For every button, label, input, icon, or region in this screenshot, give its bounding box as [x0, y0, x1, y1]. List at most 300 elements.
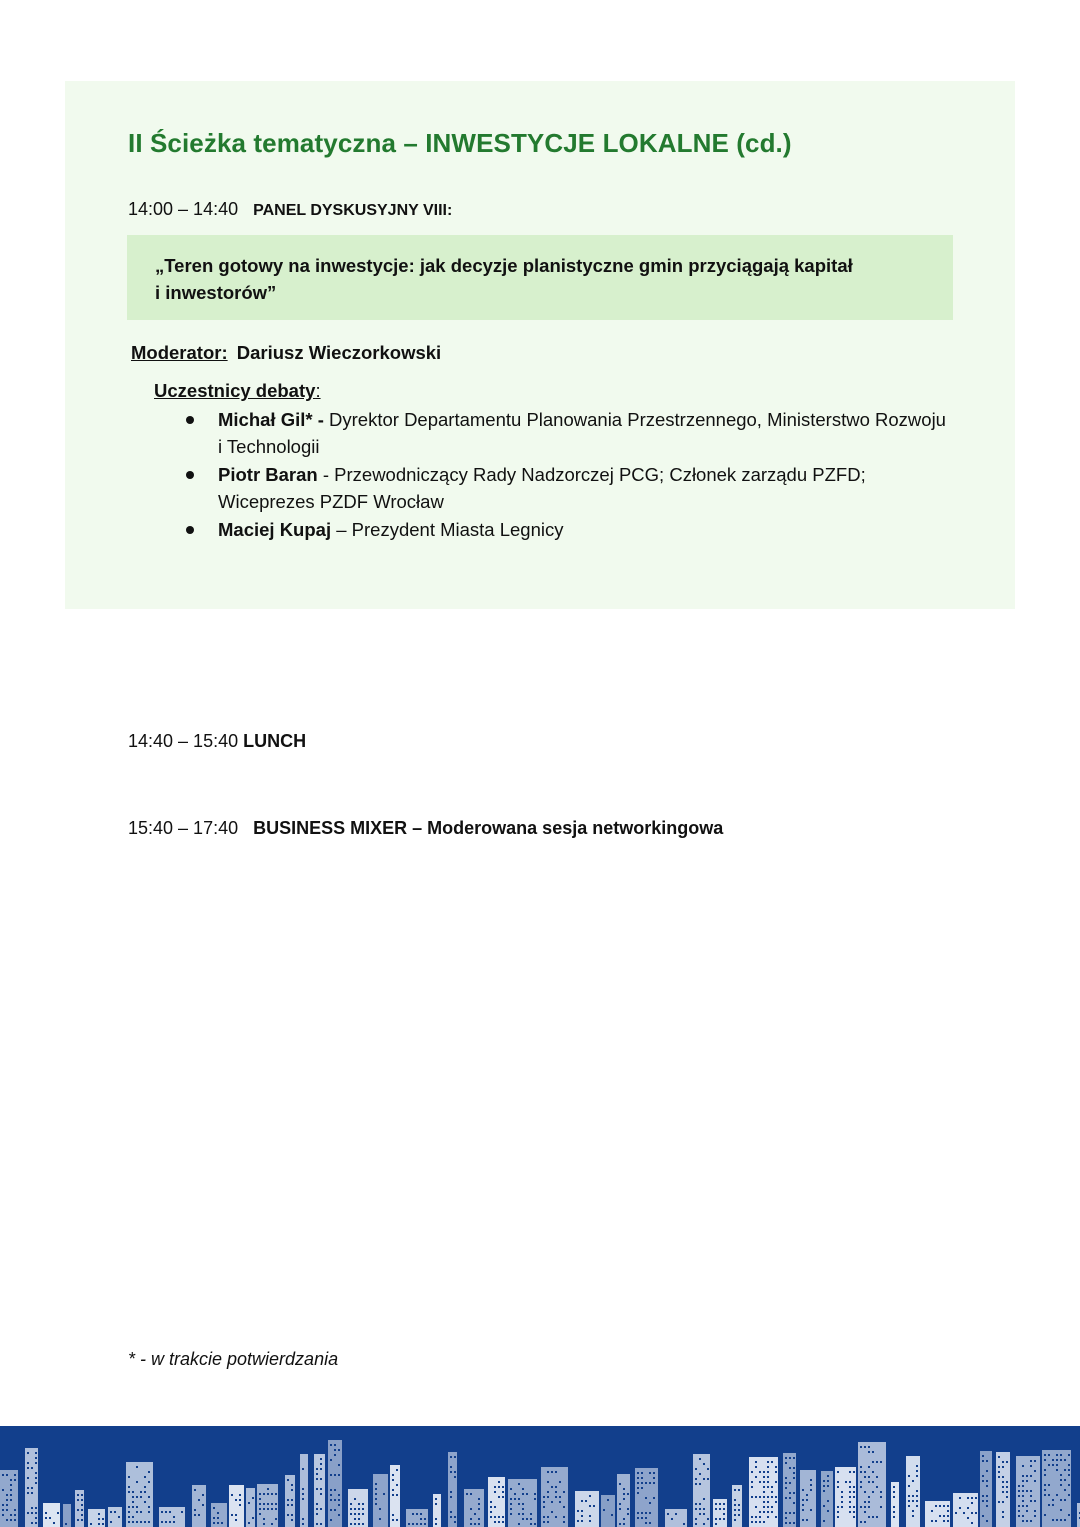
skyline-building	[300, 1454, 308, 1527]
skyline-window	[581, 1515, 583, 1517]
skyline-window	[435, 1498, 437, 1500]
skyline-window	[320, 1458, 322, 1460]
skyline-window	[57, 1512, 59, 1514]
skyline-window	[1018, 1510, 1020, 1512]
skyline-window	[734, 1509, 736, 1511]
skyline-window	[522, 1508, 524, 1510]
skyline-window	[334, 1444, 336, 1446]
skyline-window	[641, 1512, 643, 1514]
skyline-window	[502, 1521, 504, 1523]
skyline-window	[577, 1510, 579, 1512]
skyline-window	[876, 1476, 878, 1478]
skyline-window	[263, 1493, 265, 1495]
skyline-window	[771, 1511, 773, 1513]
skyline-window	[140, 1491, 142, 1493]
skyline-window	[1002, 1501, 1004, 1503]
skyline-window	[392, 1494, 394, 1496]
skyline-window	[837, 1516, 839, 1518]
skyline-window	[330, 1509, 332, 1511]
skyline-window	[354, 1498, 356, 1500]
skyline-window	[454, 1456, 456, 1458]
skyline-window	[998, 1501, 1000, 1503]
skyline-window	[671, 1518, 673, 1520]
skyline-window	[853, 1471, 855, 1473]
skyline-window	[287, 1504, 289, 1506]
skyline-window	[287, 1499, 289, 1501]
skyline-window	[723, 1518, 725, 1520]
skyline-window	[971, 1512, 973, 1514]
skyline-window	[102, 1523, 104, 1525]
skyline-building	[159, 1507, 185, 1527]
skyline-window	[1060, 1499, 1062, 1501]
skyline-window	[518, 1523, 520, 1525]
skyline-window	[291, 1484, 293, 1486]
skyline-window	[435, 1523, 437, 1525]
skyline-window	[518, 1483, 520, 1485]
skyline-window	[943, 1515, 945, 1517]
skyline-window	[860, 1521, 862, 1523]
skyline-window	[868, 1466, 870, 1468]
panel-topic-line-2: i inwestorów”	[155, 282, 277, 303]
skyline-window	[275, 1493, 277, 1495]
skyline-window	[1044, 1469, 1046, 1471]
skyline-window	[849, 1471, 851, 1473]
skyline-window	[271, 1508, 273, 1510]
footnote: * - w trakcie potwierdzania	[128, 1349, 339, 1369]
skyline-window	[767, 1481, 769, 1483]
skyline-window	[627, 1513, 629, 1515]
skyline-window	[35, 1457, 37, 1459]
skyline-window	[530, 1518, 532, 1520]
skyline-window	[547, 1481, 549, 1483]
skyline-window	[675, 1513, 677, 1515]
skyline-window	[543, 1516, 545, 1518]
moderator-label: Moderator:	[131, 342, 228, 363]
skyline-window	[478, 1503, 480, 1505]
skyline-window	[759, 1521, 761, 1523]
skyline-window	[354, 1513, 356, 1515]
skyline-window	[810, 1479, 812, 1481]
skyline-window	[971, 1497, 973, 1499]
skyline-window	[1052, 1499, 1054, 1501]
skyline-window	[412, 1523, 414, 1525]
skyline-window	[734, 1489, 736, 1491]
skyline-window	[27, 1467, 29, 1469]
skyline-window	[90, 1523, 92, 1525]
skyline-window	[478, 1498, 480, 1500]
skyline-window	[793, 1472, 795, 1474]
skyline-window	[641, 1487, 643, 1489]
skyline-window	[114, 1511, 116, 1513]
skyline-window	[202, 1504, 204, 1506]
skyline-window	[518, 1513, 520, 1515]
skyline-window	[943, 1505, 945, 1507]
skyline-window	[358, 1508, 360, 1510]
skyline-window	[350, 1523, 352, 1525]
participant-item	[186, 516, 946, 543]
skyline-window	[518, 1498, 520, 1500]
skyline-window	[291, 1499, 293, 1501]
skyline-window	[1068, 1454, 1070, 1456]
skyline-window	[912, 1510, 914, 1512]
skyline-window	[699, 1483, 701, 1485]
skyline-window	[623, 1488, 625, 1490]
skyline-building	[0, 1470, 18, 1527]
skyline-window	[259, 1513, 261, 1515]
skyline-window	[637, 1517, 639, 1519]
skyline-window	[1018, 1495, 1020, 1497]
skyline-window	[435, 1518, 437, 1520]
skyline-window	[502, 1496, 504, 1498]
skyline-window	[645, 1482, 647, 1484]
skyline-window	[470, 1508, 472, 1510]
skyline-window	[547, 1516, 549, 1518]
skyline-window	[330, 1499, 332, 1501]
skyline-window	[1052, 1519, 1054, 1521]
skyline-window	[526, 1493, 528, 1495]
skyline-window	[267, 1488, 269, 1490]
skyline-window	[6, 1519, 8, 1521]
skyline-window	[845, 1481, 847, 1483]
skyline-window	[849, 1491, 851, 1493]
skyline-window	[148, 1471, 150, 1473]
skyline-window	[982, 1500, 984, 1502]
skyline-window	[435, 1503, 437, 1505]
skyline-building	[821, 1471, 833, 1527]
skyline-building	[800, 1470, 816, 1527]
skyline-window	[498, 1496, 500, 1498]
skyline-window	[734, 1504, 736, 1506]
skyline-window	[338, 1504, 340, 1506]
skyline-window	[619, 1503, 621, 1505]
skyline-window	[719, 1503, 721, 1505]
mixer-time: 15:40 – 17:40	[128, 818, 239, 838]
skyline-window	[383, 1493, 385, 1495]
skyline-window	[1034, 1480, 1036, 1482]
skyline-window	[1064, 1499, 1066, 1501]
skyline-window	[823, 1485, 825, 1487]
skyline-window	[998, 1456, 1000, 1458]
skyline-window	[1034, 1470, 1036, 1472]
skyline-window	[653, 1477, 655, 1479]
skyline-window	[494, 1491, 496, 1493]
participant-name: Piotr Baran	[218, 464, 318, 485]
skyline-window	[235, 1519, 237, 1521]
skyline-window	[217, 1517, 219, 1519]
skyline-window	[98, 1513, 100, 1515]
skyline-window	[252, 1517, 254, 1519]
skyline-window	[271, 1523, 273, 1525]
skyline-window	[510, 1513, 512, 1515]
skyline-building	[257, 1484, 278, 1527]
skyline-window	[416, 1513, 418, 1515]
skyline-window	[454, 1471, 456, 1473]
skyline-window	[136, 1466, 138, 1468]
skyline-building	[43, 1503, 60, 1527]
skyline-window	[213, 1507, 215, 1509]
skyline-window	[853, 1511, 855, 1513]
skyline-window	[935, 1505, 937, 1507]
skyline-window	[755, 1466, 757, 1468]
skyline-building	[925, 1501, 950, 1527]
skyline-window	[128, 1511, 130, 1513]
skyline-window	[498, 1486, 500, 1488]
skyline-window	[263, 1508, 265, 1510]
bullet-icon	[186, 471, 194, 479]
skyline-window	[767, 1461, 769, 1463]
skyline-window	[81, 1509, 83, 1511]
skyline-window	[110, 1511, 112, 1513]
skyline-window	[593, 1505, 595, 1507]
skyline-window	[316, 1478, 318, 1480]
skyline-window	[771, 1506, 773, 1508]
skyline-window	[10, 1494, 12, 1496]
skyline-window	[412, 1513, 414, 1515]
skyline-window	[667, 1513, 669, 1515]
skyline-window	[375, 1488, 377, 1490]
skyline-window	[868, 1496, 870, 1498]
skyline-window	[775, 1481, 777, 1483]
skyline-window	[169, 1521, 171, 1523]
skyline-window	[837, 1486, 839, 1488]
skyline-window	[849, 1481, 851, 1483]
skyline-window	[623, 1518, 625, 1520]
skyline-window	[893, 1496, 895, 1498]
skyline-window	[986, 1520, 988, 1522]
skyline-window	[751, 1516, 753, 1518]
skyline-window	[849, 1501, 851, 1503]
skyline-window	[759, 1471, 761, 1473]
skyline-window	[27, 1462, 29, 1464]
skyline-window	[291, 1489, 293, 1491]
skyline-window	[1018, 1515, 1020, 1517]
skyline-window	[1002, 1516, 1004, 1518]
skyline-window	[563, 1491, 565, 1493]
skyline-window	[118, 1516, 120, 1518]
skyline-window	[510, 1503, 512, 1505]
skyline-window	[128, 1491, 130, 1493]
skyline-building	[246, 1488, 255, 1527]
skyline-window	[31, 1487, 33, 1489]
skyline-window	[350, 1508, 352, 1510]
skyline-window	[738, 1489, 740, 1491]
skyline-window	[217, 1522, 219, 1524]
skyline-window	[1030, 1520, 1032, 1522]
skyline-window	[719, 1518, 721, 1520]
skyline-window	[637, 1492, 639, 1494]
skyline-window	[396, 1484, 398, 1486]
skyline-window	[271, 1493, 273, 1495]
skyline-window	[755, 1476, 757, 1478]
skyline-window	[338, 1449, 340, 1451]
skyline-window	[645, 1517, 647, 1519]
skyline-window	[1044, 1459, 1046, 1461]
skyline-window	[316, 1513, 318, 1515]
skyline-window	[10, 1514, 12, 1516]
skyline-building	[996, 1452, 1010, 1527]
skyline-window	[1006, 1486, 1008, 1488]
skyline-window	[793, 1457, 795, 1459]
skyline-window	[259, 1503, 261, 1505]
skyline-window	[893, 1511, 895, 1513]
skyline-window	[751, 1486, 753, 1488]
participant-role: Dyrektor Departamentu Planowania Przestrzennego, Ministerstwo Rozwoju i Technologii	[218, 409, 946, 457]
skyline-window	[785, 1522, 787, 1524]
skyline-window	[793, 1477, 795, 1479]
skyline-window	[853, 1486, 855, 1488]
skyline-window	[577, 1520, 579, 1522]
skyline-window	[259, 1508, 261, 1510]
skyline-window	[785, 1512, 787, 1514]
skyline-window	[771, 1496, 773, 1498]
skyline-window	[975, 1497, 977, 1499]
skyline-window	[547, 1496, 549, 1498]
skyline-window	[559, 1501, 561, 1503]
skyline-window	[1026, 1490, 1028, 1492]
skyline-window	[31, 1522, 33, 1524]
skyline-window	[699, 1458, 701, 1460]
skyline-window	[637, 1512, 639, 1514]
skyline-window	[771, 1461, 773, 1463]
skyline-window	[375, 1503, 377, 1505]
skyline-window	[864, 1476, 866, 1478]
skyline-window	[320, 1468, 322, 1470]
skyline-window	[31, 1512, 33, 1514]
skyline-window	[231, 1514, 233, 1516]
skyline-window	[194, 1514, 196, 1516]
participant-role: - Przewodniczący Rady Nadzorczej PCG; Członek zarządu PZFD; Wiceprezes PZDF Wrocław	[218, 464, 866, 512]
skyline-window	[611, 1514, 613, 1516]
skyline-window	[1002, 1481, 1004, 1483]
skyline-window	[559, 1496, 561, 1498]
skyline-window	[751, 1481, 753, 1483]
skyline-window	[450, 1496, 452, 1498]
skyline-window	[1052, 1459, 1054, 1461]
skyline-window	[217, 1512, 219, 1514]
skyline-window	[872, 1451, 874, 1453]
skyline-window	[320, 1508, 322, 1510]
skyline-window	[759, 1481, 761, 1483]
skyline-window	[1064, 1479, 1066, 1481]
skyline-window	[823, 1480, 825, 1482]
skyline-window	[1018, 1505, 1020, 1507]
skyline-window	[316, 1468, 318, 1470]
skyline-window	[1022, 1515, 1024, 1517]
skyline-window	[715, 1508, 717, 1510]
skyline-window	[514, 1498, 516, 1500]
skyline-window	[132, 1496, 134, 1498]
skyline-window	[263, 1503, 265, 1505]
skyline-window	[35, 1507, 37, 1509]
skyline-window	[1044, 1454, 1046, 1456]
skyline-window	[330, 1494, 332, 1496]
skyline-window	[1052, 1464, 1054, 1466]
skyline-window	[31, 1467, 33, 1469]
skyline-window	[759, 1496, 761, 1498]
skyline-window	[454, 1521, 456, 1523]
skyline-window	[841, 1501, 843, 1503]
skyline-window	[45, 1517, 47, 1519]
skyline-window	[785, 1482, 787, 1484]
skyline-window	[81, 1504, 83, 1506]
skyline-window	[555, 1471, 557, 1473]
skyline-window	[1030, 1460, 1032, 1462]
skyline-window	[723, 1513, 725, 1515]
skyline-window	[490, 1516, 492, 1518]
skyline-window	[699, 1473, 701, 1475]
skyline-window	[802, 1509, 804, 1511]
skyline-window	[653, 1482, 655, 1484]
skyline-window	[715, 1523, 717, 1525]
skyline-window	[239, 1504, 241, 1506]
skyline-window	[872, 1516, 874, 1518]
skyline-window	[767, 1511, 769, 1513]
skyline-window	[316, 1503, 318, 1505]
skyline-window	[358, 1503, 360, 1505]
panel-time: 14:00 – 14:40	[128, 199, 239, 219]
skyline-window	[316, 1473, 318, 1475]
skyline-window	[751, 1496, 753, 1498]
skyline-window	[860, 1446, 862, 1448]
skyline-window	[267, 1503, 269, 1505]
skyline-window	[637, 1477, 639, 1479]
skyline-window	[263, 1523, 265, 1525]
skyline-window	[1022, 1495, 1024, 1497]
skyline-window	[785, 1497, 787, 1499]
skyline-window	[827, 1510, 829, 1512]
skyline-window	[1002, 1476, 1004, 1478]
skyline-window	[775, 1471, 777, 1473]
skyline-window	[793, 1492, 795, 1494]
skyline-window	[908, 1495, 910, 1497]
skyline-window	[551, 1471, 553, 1473]
participants-heading	[154, 380, 321, 402]
skyline-window	[916, 1465, 918, 1467]
skyline-window	[81, 1499, 83, 1501]
skyline-window	[872, 1481, 874, 1483]
skyline-window	[967, 1507, 969, 1509]
skyline-window	[1026, 1510, 1028, 1512]
skyline-window	[1002, 1511, 1004, 1513]
skyline-window	[140, 1496, 142, 1498]
skyline-window	[53, 1522, 55, 1524]
skyline-window	[893, 1486, 895, 1488]
skyline-window	[362, 1523, 364, 1525]
skyline-window	[424, 1518, 426, 1520]
skyline-window	[789, 1482, 791, 1484]
skyline-window	[498, 1521, 500, 1523]
skyline-window	[416, 1523, 418, 1525]
skyline-window	[494, 1486, 496, 1488]
skyline-window	[1056, 1459, 1058, 1461]
skyline-window	[144, 1476, 146, 1478]
skyline-window	[474, 1513, 476, 1515]
skyline-window	[392, 1489, 394, 1491]
skyline-window	[931, 1510, 933, 1512]
skyline-building	[448, 1452, 457, 1527]
skyline-window	[213, 1517, 215, 1519]
skyline-window	[470, 1493, 472, 1495]
skyline-window	[986, 1480, 988, 1482]
skyline-window	[316, 1508, 318, 1510]
skyline-window	[334, 1454, 336, 1456]
skyline-window	[645, 1497, 647, 1499]
skyline-window	[450, 1471, 452, 1473]
panel-slot	[128, 199, 452, 220]
skyline-window	[1030, 1495, 1032, 1497]
skyline-window	[998, 1466, 1000, 1468]
skyline-window	[543, 1496, 545, 1498]
